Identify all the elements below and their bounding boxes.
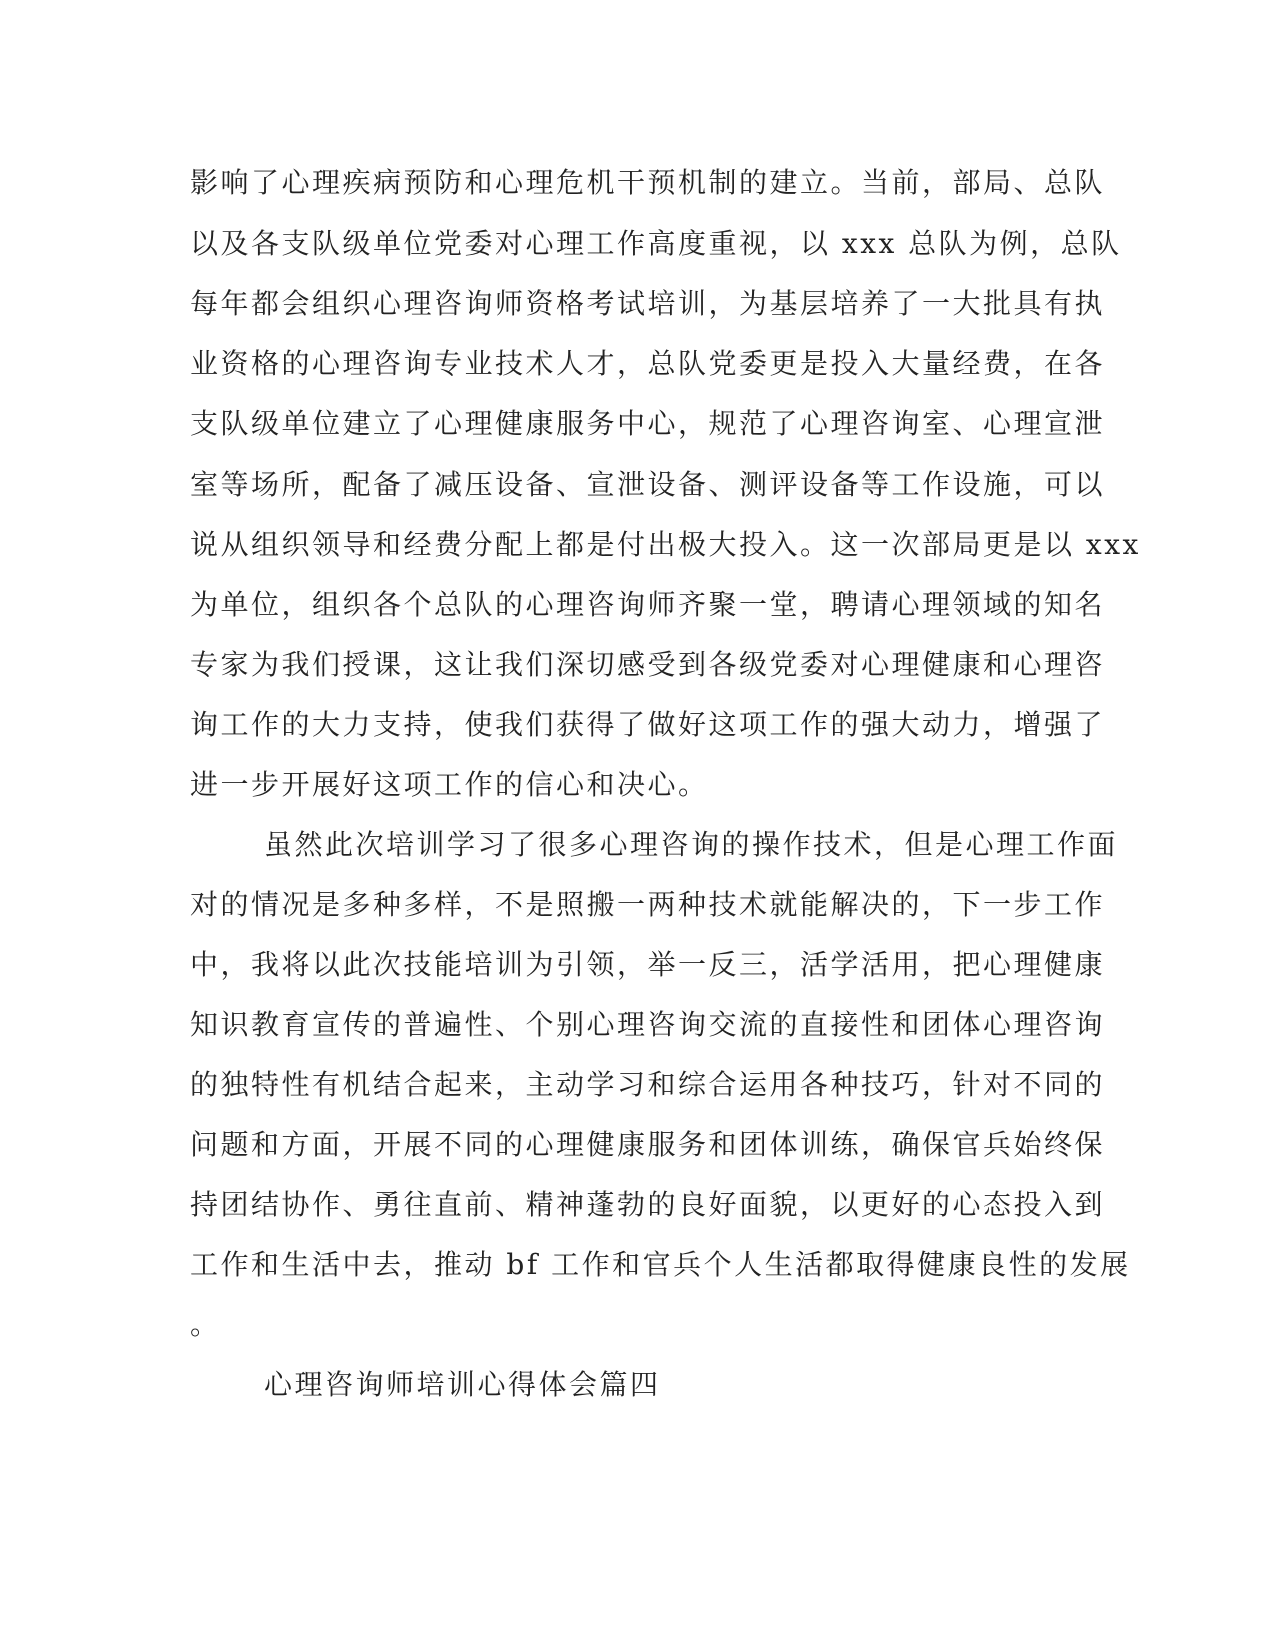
text-line: 专家为我们授课，这让我们深切感受到各级党委对心理健康和心理咨	[190, 648, 1106, 681]
text-line: 每年都会组织心理咨询师资格考试培训，为基层培养了一大批具有执	[190, 287, 1106, 320]
text-line: 工作和生活中去，推动 bf 工作和官兵个人生活都取得健康良性的发展	[190, 1248, 1131, 1281]
text-line: 业资格的心理咨询专业技术人才，总队党委更是投入大量经费，在各	[190, 347, 1106, 380]
section-heading: 心理咨询师培训心得体会篇四	[264, 1368, 661, 1401]
text-line: 的独特性有机结合起来，主动学习和综合运用各种技巧，针对不同的	[190, 1068, 1106, 1101]
text-line: 影响了心理疾病预防和心理危机干预机制的建立。当前，部局、总队	[190, 166, 1106, 199]
text-line: 进一步开展好这项工作的信心和决心。	[190, 768, 709, 801]
text-line: 询工作的大力支持，使我们获得了做好这项工作的强大动力，增强了	[190, 708, 1106, 741]
text-line: 室等场所，配备了减压设备、宣泄设备、测评设备等工作设施，可以	[190, 468, 1106, 501]
paragraph-start-line: 虽然此次培训学习了很多心理咨询的操作技术，但是心理工作面	[264, 828, 1119, 861]
text-line: 为单位，组织各个总队的心理咨询师齐聚一堂，聘请心理领域的知名	[190, 588, 1106, 621]
text-line: 以及各支队级单位党委对心理工作高度重视，以 xxx 总队为例，总队	[190, 227, 1122, 260]
text-line: 中，我将以此次技能培训为引领，举一反三，活学活用，把心理健康	[190, 948, 1106, 981]
text-line: 。	[190, 1308, 221, 1341]
text-line: 持团结协作、勇往直前、精神蓬勃的良好面貌，以更好的心态投入到	[190, 1188, 1106, 1221]
text-line: 问题和方面，开展不同的心理健康服务和团体训练，确保官兵始终保	[190, 1128, 1106, 1161]
text-line: 对的情况是多种多样，不是照搬一两种技术就能解决的，下一步工作	[190, 888, 1106, 921]
text-line: 支队级单位建立了心理健康服务中心，规范了心理咨询室、心理宣泄	[190, 407, 1106, 440]
text-line: 说从组织领导和经费分配上都是付出极大投入。这一次部局更是以 xxx	[190, 528, 1141, 561]
text-line: 知识教育宣传的普遍性、个别心理咨询交流的直接性和团体心理咨询	[190, 1008, 1106, 1041]
